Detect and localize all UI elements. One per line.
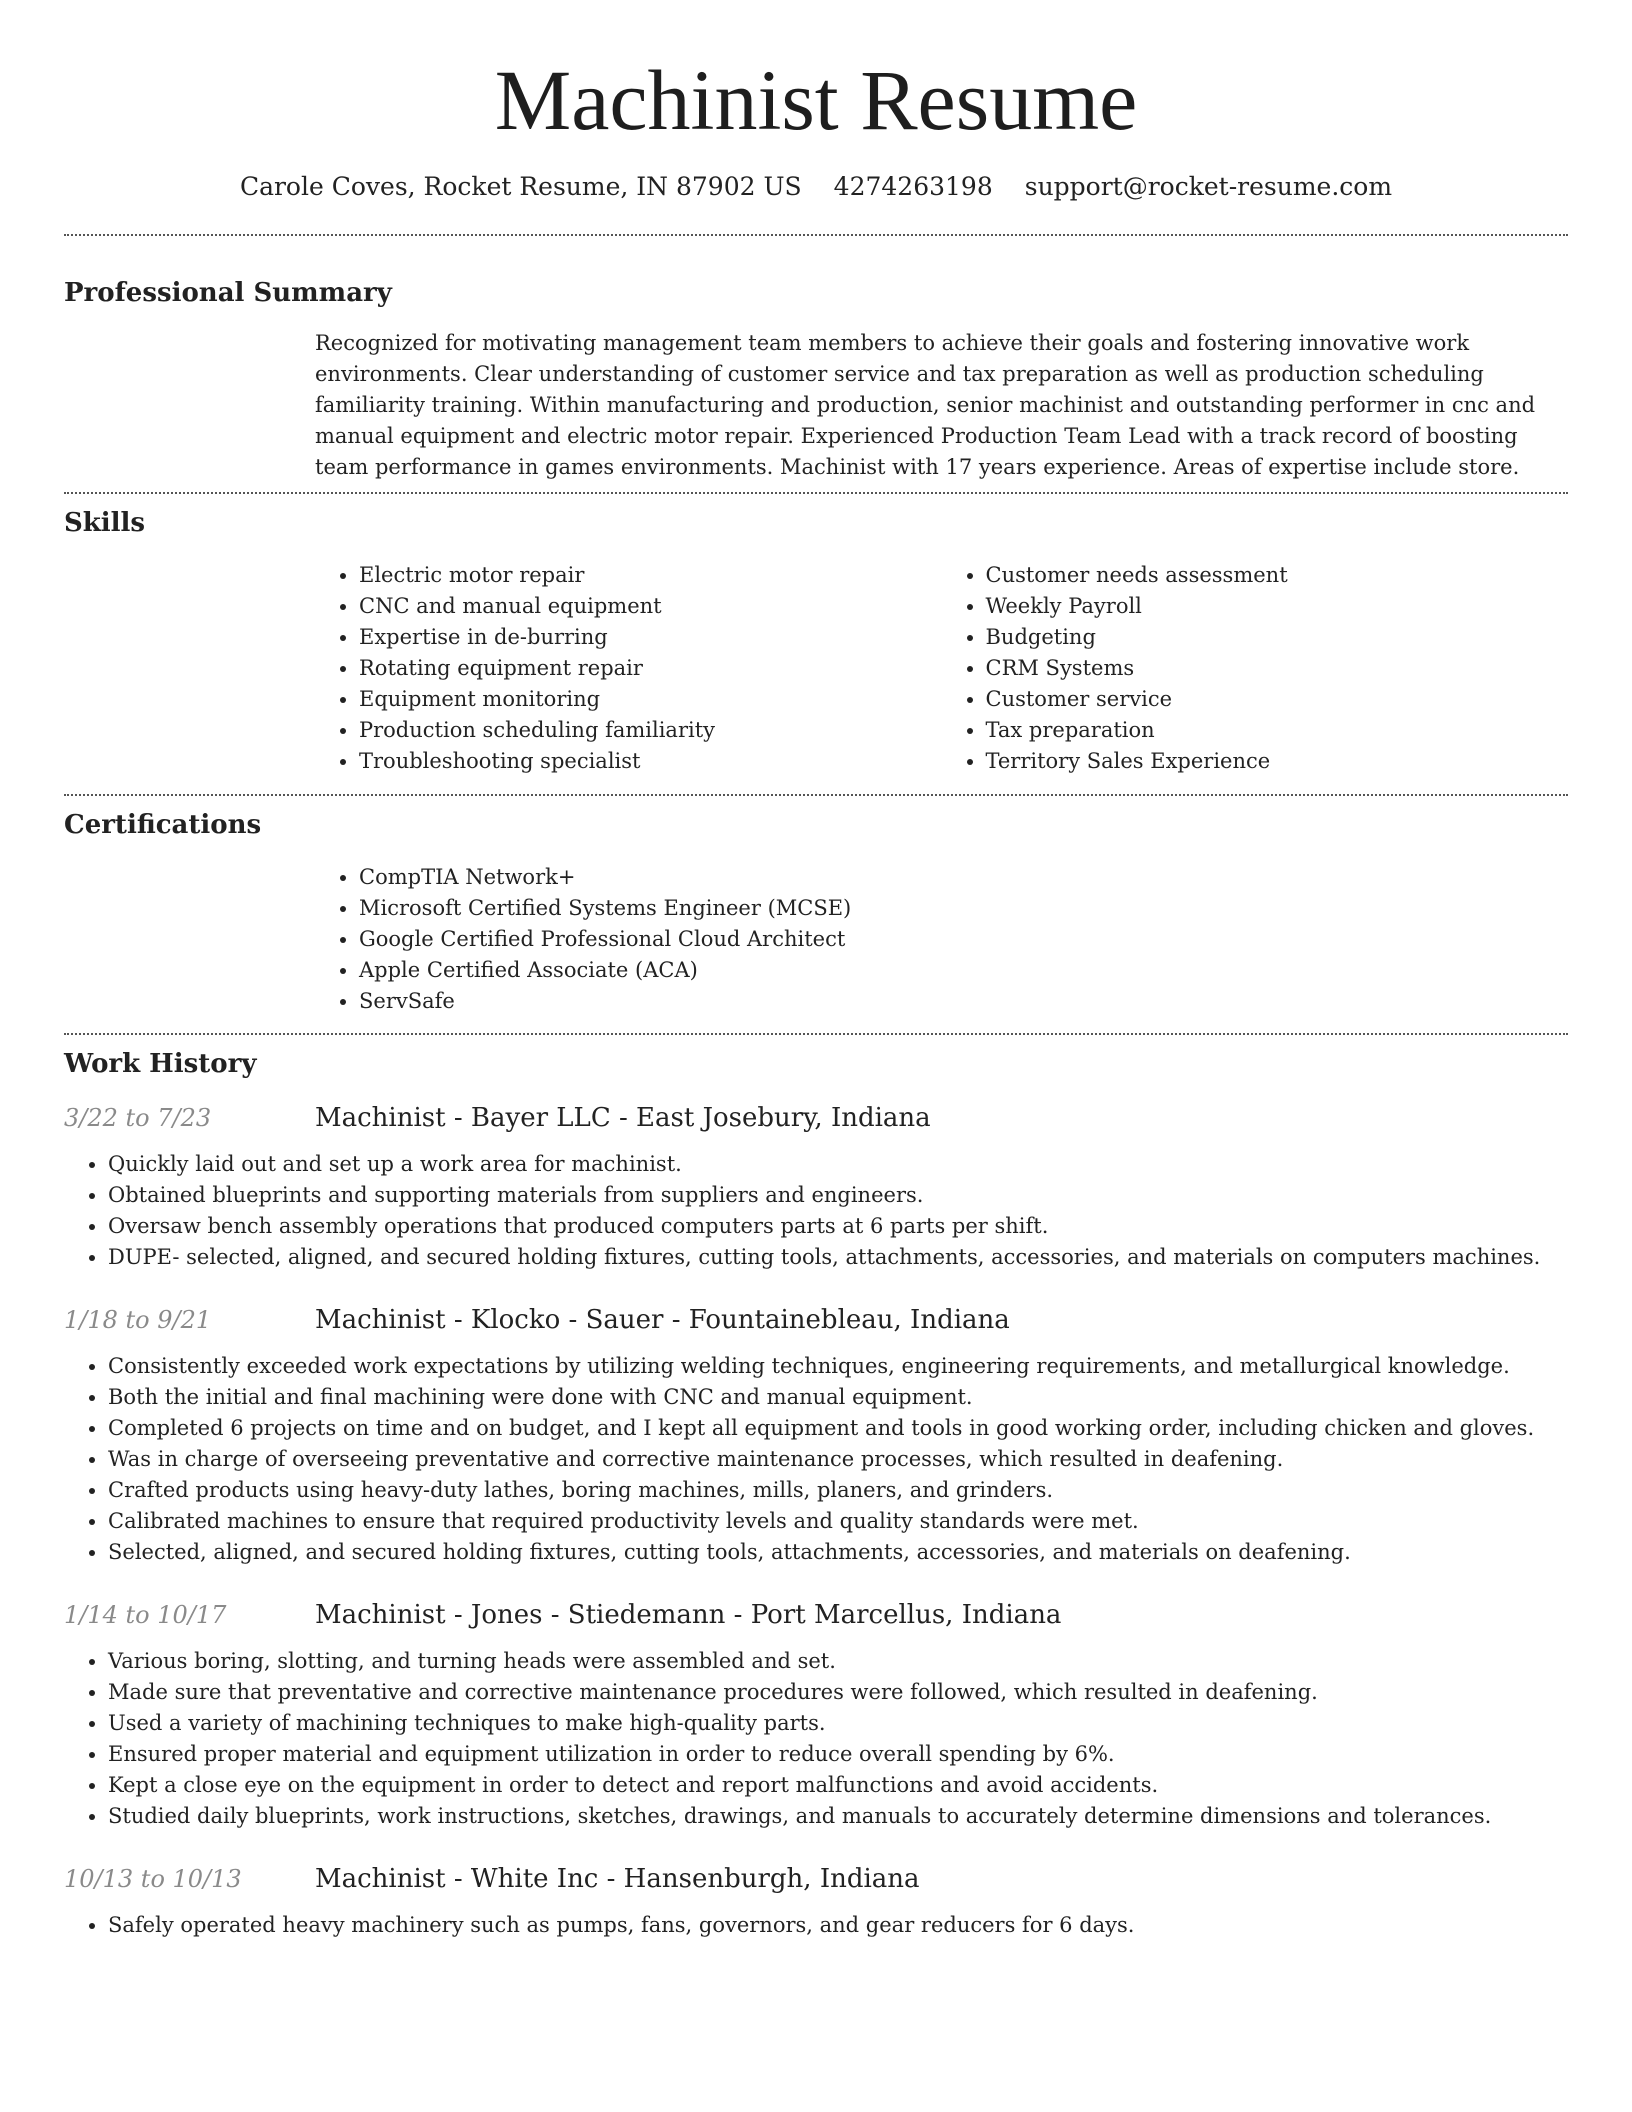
list-item: • Made sure that preventative and corrective maintenance procedures were followed, which resulted in deafening. — [108, 1677, 1568, 1708]
contact-line — [64, 170, 1568, 204]
certifications-section — [64, 808, 1568, 1017]
contact-address: Carole Coves, Rocket Resume, IN 87902 US — [239, 172, 802, 201]
list-item: • Microsoft Certified Systems Engineer (MCSE) — [359, 893, 1568, 924]
job-bullets — [64, 1646, 1568, 1832]
jobs-container — [64, 1101, 1568, 1941]
list-item: • Tax preparation — [986, 715, 1569, 746]
job-date: 3/22 to 7/23 — [64, 1104, 212, 1132]
summary-heading: Professional Summary — [64, 278, 392, 308]
list-item: • Both the initial and final machining were done with CNC and manual equipment. — [108, 1382, 1568, 1413]
list-item: • Various boring, slotting, and turning heads were assembled and set. — [108, 1646, 1568, 1677]
job-title: Machinist - Bayer LLC - East Josebury, Indiana — [315, 1103, 931, 1133]
list-item: • Production scheduling familiarity — [359, 715, 942, 746]
list-item: • Consistently exceeded work expectations by utilizing welding techniques, engineering requirements, and metallurgical knowledge. — [108, 1351, 1568, 1382]
skills-heading: Skills — [64, 508, 146, 538]
list-item: • Customer needs assessment — [986, 560, 1569, 591]
list-item: • Calibrated machines to ensure that required productivity levels and quality standards were met. — [108, 1506, 1568, 1537]
job-title: Machinist - Jones - Stiedemann - Port Marcellus, Indiana — [315, 1600, 1062, 1630]
skills-section — [64, 506, 1568, 777]
job-title: Machinist - White Inc - Hansenburgh, Indiana — [315, 1864, 920, 1894]
summary-section — [64, 276, 1568, 483]
work-heading: Work History — [64, 1049, 257, 1079]
list-item: • CRM Systems — [986, 653, 1569, 684]
job-bullets — [64, 1910, 1568, 1941]
list-item: • Studied daily blueprints, work instructions, sketches, drawings, and manuals to accurately determine dimensions and tolerances. — [108, 1801, 1568, 1832]
list-item: • ServSafe — [359, 986, 1568, 1017]
list-item: • Was in charge of overseeing preventative and corrective maintenance processes, which resulted in deafening. — [108, 1444, 1568, 1475]
job-entry — [64, 1598, 1568, 1832]
list-item: • Used a variety of machining techniques to make high-quality parts. — [108, 1708, 1568, 1739]
job-entry — [64, 1101, 1568, 1273]
list-item: • Territory Sales Experience — [986, 746, 1569, 777]
list-item: • Oversaw bench assembly operations that produced computers parts at 6 parts per shift. — [108, 1211, 1568, 1242]
job-bullets — [64, 1351, 1568, 1568]
skills-grid — [315, 560, 1568, 777]
list-item: • Troubleshooting specialist — [359, 746, 942, 777]
certifications-heading: Certifications — [64, 810, 262, 840]
list-item: • CNC and manual equipment — [359, 591, 942, 622]
list-item: • Crafted products using heavy-duty lathes, boring machines, mills, planers, and grinders. — [108, 1475, 1568, 1506]
work-section — [64, 1047, 1568, 1941]
job-header — [64, 1862, 1568, 1896]
divider — [64, 234, 1568, 236]
job-header — [64, 1303, 1568, 1337]
list-item: • Expertise in de-burring — [359, 622, 942, 653]
list-item: • Obtained blueprints and supporting materials from suppliers and engineers. — [108, 1180, 1568, 1211]
summary-text: Recognized for motivating management team members to achieve their goals and fostering innovative work environments. Clear understanding of customer service and tax preparation as well as production scheduling familiarity training. Within manufacturing and production, senior machinist and outstanding performer in cnc and manual equipment and electric motor repair. Experienced Production Team Lead with a track record of boosting team performance in games environments. Machinist with 17 years experience. Areas of expertise include store. — [315, 331, 1536, 479]
list-item: • Kept a close eye on the equipment in order to detect and report malfunctions and avoid accidents. — [108, 1770, 1568, 1801]
job-date: 1/18 to 9/21 — [64, 1306, 212, 1334]
contact-email: support@rocket-resume.com — [1024, 172, 1393, 201]
list-item: • Budgeting — [986, 622, 1569, 653]
job-entry — [64, 1862, 1568, 1941]
divider — [64, 794, 1568, 796]
list-item: • Google Certified Professional Cloud Architect — [359, 924, 1568, 955]
certifications-list — [315, 862, 1568, 1017]
list-item: • Safely operated heavy machinery such as pumps, fans, governors, and gear reducers for 6 days. — [108, 1910, 1568, 1941]
list-item: • Weekly Payroll — [986, 591, 1569, 622]
divider — [64, 1033, 1568, 1035]
job-header — [64, 1598, 1568, 1632]
divider — [64, 492, 1568, 494]
list-item: • Customer service — [986, 684, 1569, 715]
list-item: • Electric motor repair — [359, 560, 942, 591]
list-item: • Equipment monitoring — [359, 684, 942, 715]
job-header — [64, 1101, 1568, 1135]
resume-title: Machinist Resume — [494, 52, 1138, 148]
skills-list-left — [315, 560, 942, 777]
contact-phone: 4274263198 — [833, 172, 993, 201]
list-item: • Apple Certified Associate (ACA) — [359, 955, 1568, 986]
job-title: Machinist - Klocko - Sauer - Fountainebleau, Indiana — [315, 1305, 1010, 1335]
list-item: • Quickly laid out and set up a work area for machinist. — [108, 1149, 1568, 1180]
job-date: 1/14 to 10/17 — [64, 1601, 227, 1629]
list-item: • Selected, aligned, and secured holding fixtures, cutting tools, attachments, accessories, and materials on deafening. — [108, 1537, 1568, 1568]
job-bullets — [64, 1149, 1568, 1273]
job-date: 10/13 to 10/13 — [64, 1865, 242, 1893]
list-item: • Rotating equipment repair — [359, 653, 942, 684]
list-item: • CompTIA Network+ — [359, 862, 1568, 893]
skills-list-right — [942, 560, 1569, 777]
job-entry — [64, 1303, 1568, 1568]
list-item: • Completed 6 projects on time and on budget, and I kept all equipment and tools in good working order, including chicken and gloves. — [108, 1413, 1568, 1444]
list-item: • DUPE- selected, aligned, and secured holding fixtures, cutting tools, attachments, accessories, and materials on computers machines. — [108, 1242, 1568, 1273]
list-item: • Ensured proper material and equipment utilization in order to reduce overall spending by 6%. — [108, 1739, 1568, 1770]
